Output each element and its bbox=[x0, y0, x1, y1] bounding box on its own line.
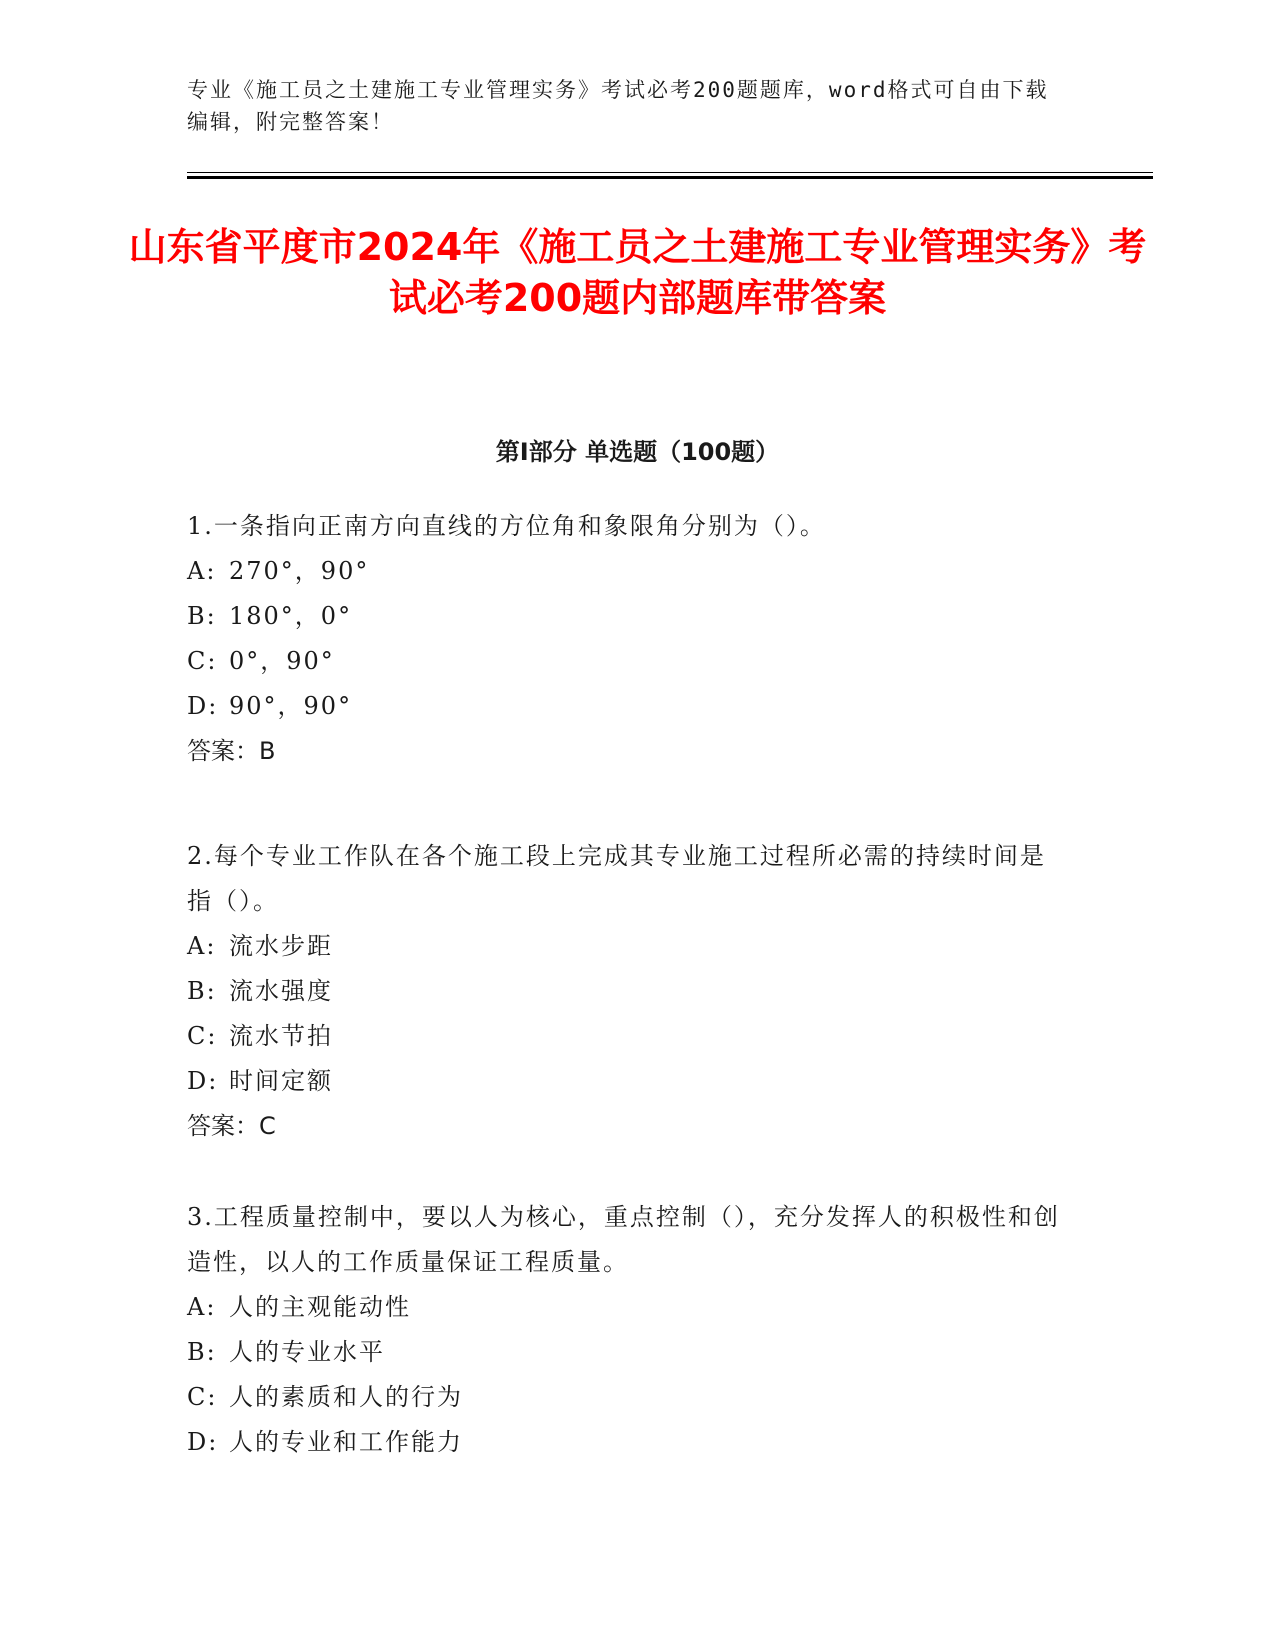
header-note: 专业《施工员之土建施工专业管理实务》考试必考200题题库，word格式可自由下载编辑，附完整答案！ bbox=[187, 78, 1049, 134]
option-b: B: 人的专业水平 bbox=[187, 1338, 385, 1366]
option-c: C: 人的素质和人的行为 bbox=[187, 1383, 463, 1411]
question-3 bbox=[187, 1195, 1067, 1465]
question-2 bbox=[187, 834, 1067, 1149]
option-d: D: 人的专业和工作能力 bbox=[187, 1428, 463, 1456]
option-d: D: 90°，90° bbox=[187, 692, 353, 720]
header-rule-thick bbox=[187, 176, 1153, 179]
option-c: C: 流水节拍 bbox=[187, 1022, 333, 1050]
question-stem: 1.一条指向正南方向直线的方位角和象限角分别为（）。 bbox=[187, 512, 826, 540]
option-b: B: 180°，0° bbox=[187, 602, 353, 630]
option-a: A: 270°，90° bbox=[187, 557, 370, 585]
answer: 答案：B bbox=[187, 737, 276, 765]
option-c: C: 0°，90° bbox=[187, 647, 335, 675]
section-heading: 第Ⅰ部分 单选题（100题） bbox=[495, 438, 780, 466]
answer: 答案：C bbox=[187, 1112, 276, 1140]
option-b: B: 流水强度 bbox=[187, 977, 333, 1005]
question-1 bbox=[187, 504, 1067, 774]
document-title: 山东省平度市2024年《施工员之土建施工专业管理实务》考试必考200题内部题库带答案 bbox=[128, 225, 1147, 320]
option-a: A: 流水步距 bbox=[187, 932, 333, 960]
option-a: A: 人的主观能动性 bbox=[187, 1293, 411, 1321]
option-d: D: 时间定额 bbox=[187, 1067, 333, 1095]
question-stem: 3.工程质量控制中，要以人为核心，重点控制（），充分发挥人的积极性和创造性，以人的工作质量保证工程质量。 bbox=[187, 1203, 1060, 1276]
question-stem: 2.每个专业工作队在各个施工段上完成其专业施工过程所必需的持续时间是指（）。 bbox=[187, 842, 1046, 915]
header-rule-thin bbox=[187, 172, 1153, 173]
